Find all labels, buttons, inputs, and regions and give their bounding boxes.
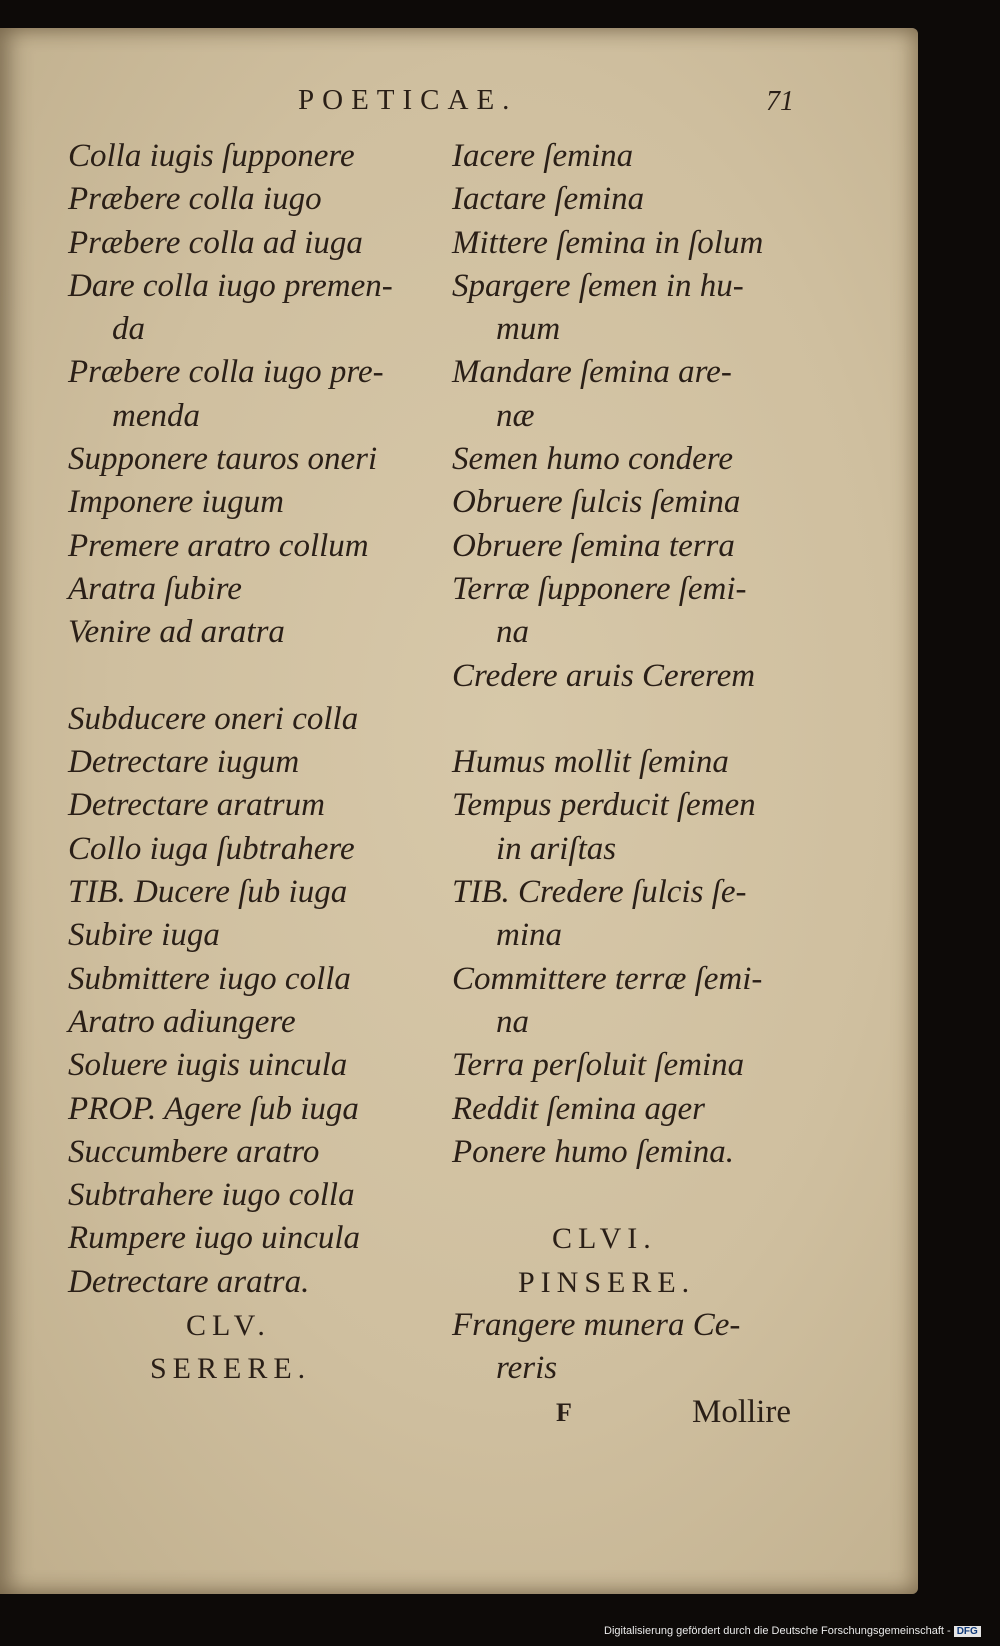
text-line: Credere aruis Cererem — [452, 657, 756, 694]
text-line: menda — [112, 397, 200, 434]
running-head: POETICAE. — [298, 84, 518, 116]
text-line: na — [496, 614, 529, 651]
left-lines-group-2 — [68, 698, 418, 1304]
text-line: Colla iugis ſupponere — [68, 138, 355, 174]
section-number: CLVI. — [552, 1222, 657, 1256]
right-lines-group-1 — [452, 135, 802, 698]
text-line: Reddit ſemina ager — [452, 1090, 705, 1127]
text-line: Collo iuga ſubtrahere — [68, 830, 355, 867]
text-line: Terra perſoluit ſemina — [452, 1047, 745, 1084]
text-line: Frangere munera Ce- — [452, 1307, 741, 1344]
blank-line — [452, 1174, 802, 1217]
text-line: Semen humo condere — [452, 441, 734, 478]
text-line: Dare colla iugo premen- — [68, 267, 393, 304]
catchword: Mollire — [692, 1393, 791, 1430]
text-line: Terræ ſupponere ſemi- — [452, 570, 747, 607]
text-line: Imponere iugum — [68, 484, 284, 521]
text-line: Iactare ſemina — [452, 181, 645, 218]
text-line: Præbere colla iugo — [68, 181, 322, 218]
text-line: Humus mollit ſemina — [452, 744, 729, 781]
text-line: Detrectare aratrum — [68, 787, 325, 824]
text-line: Detrectare aratra. — [68, 1263, 310, 1300]
text-line: Succumbere aratro — [68, 1133, 320, 1170]
text-line: Iacere ſemina — [452, 138, 634, 174]
digitization-credit — [604, 1625, 981, 1637]
text-line: Committere terræ ſemi- — [452, 960, 763, 997]
text-line: na — [496, 1003, 529, 1040]
section-title: PINSERE. — [518, 1265, 696, 1299]
text-line: Tempus perducit ſemen — [452, 787, 756, 824]
right-column — [452, 135, 802, 1434]
catchline — [452, 1391, 802, 1434]
text-line: Venire ad aratra — [68, 614, 285, 651]
signature-mark: F — [556, 1397, 572, 1427]
blank-line — [452, 698, 802, 741]
text-line: Subducere oneri colla — [68, 700, 359, 737]
text-line: Obruere ſemina terra — [452, 527, 735, 564]
text-line: Præbere colla iugo pre- — [68, 354, 384, 391]
text-line: Submittere iugo colla — [68, 960, 351, 997]
blank-line — [68, 655, 418, 698]
text-line: Spargere ſemen in hu- — [452, 267, 744, 304]
text-line: mina — [496, 917, 562, 954]
dfg-logo: DFG — [954, 1626, 981, 1637]
left-lines-group-1 — [68, 135, 418, 655]
text-line: Detrectare iugum — [68, 744, 300, 781]
left-column — [68, 135, 418, 1391]
text-line: Soluere iugis uincula — [68, 1047, 348, 1084]
text-line: Rumpere iugo uincula — [68, 1220, 361, 1257]
page-number: 71 — [766, 86, 794, 117]
text-line: Ponere humo ſemina. — [452, 1133, 734, 1170]
text-line: næ — [496, 397, 535, 434]
text-line: Supponere tauros oneri — [68, 441, 378, 478]
section-title: SERERE. — [150, 1352, 312, 1386]
text-line: da — [112, 311, 145, 348]
text-line: PROP. Agere ſub iuga — [68, 1090, 359, 1127]
text-line: Aratra ſubire — [68, 570, 242, 607]
text-line: Premere aratro collum — [68, 527, 369, 564]
section-number: CLV. — [186, 1309, 271, 1343]
text-line: Aratro adiungere — [68, 1003, 296, 1040]
text-line: Obruere ſulcis ſemina — [452, 484, 741, 521]
text-line: mum — [496, 311, 561, 348]
text-line: Mittere ſemina in ſolum — [452, 224, 764, 261]
text-line: TIB. Credere ſulcis ſe- — [452, 874, 747, 911]
text-line: Præbere colla ad iuga — [68, 224, 363, 261]
credit-text: Digitalisierung gefördert durch die Deutsche Forschungsgemeinschaft - — [604, 1625, 951, 1637]
text-line: Subire iuga — [68, 917, 220, 954]
text-line: reris — [496, 1350, 558, 1387]
text-line: TIB. Ducere ſub iuga — [68, 874, 348, 911]
text-line: Mandare ſemina are- — [452, 354, 732, 391]
text-line: in ariſtas — [496, 830, 617, 867]
text-line: Subtrahere iugo colla — [68, 1177, 355, 1214]
right-lines-group-2 — [452, 741, 802, 1174]
